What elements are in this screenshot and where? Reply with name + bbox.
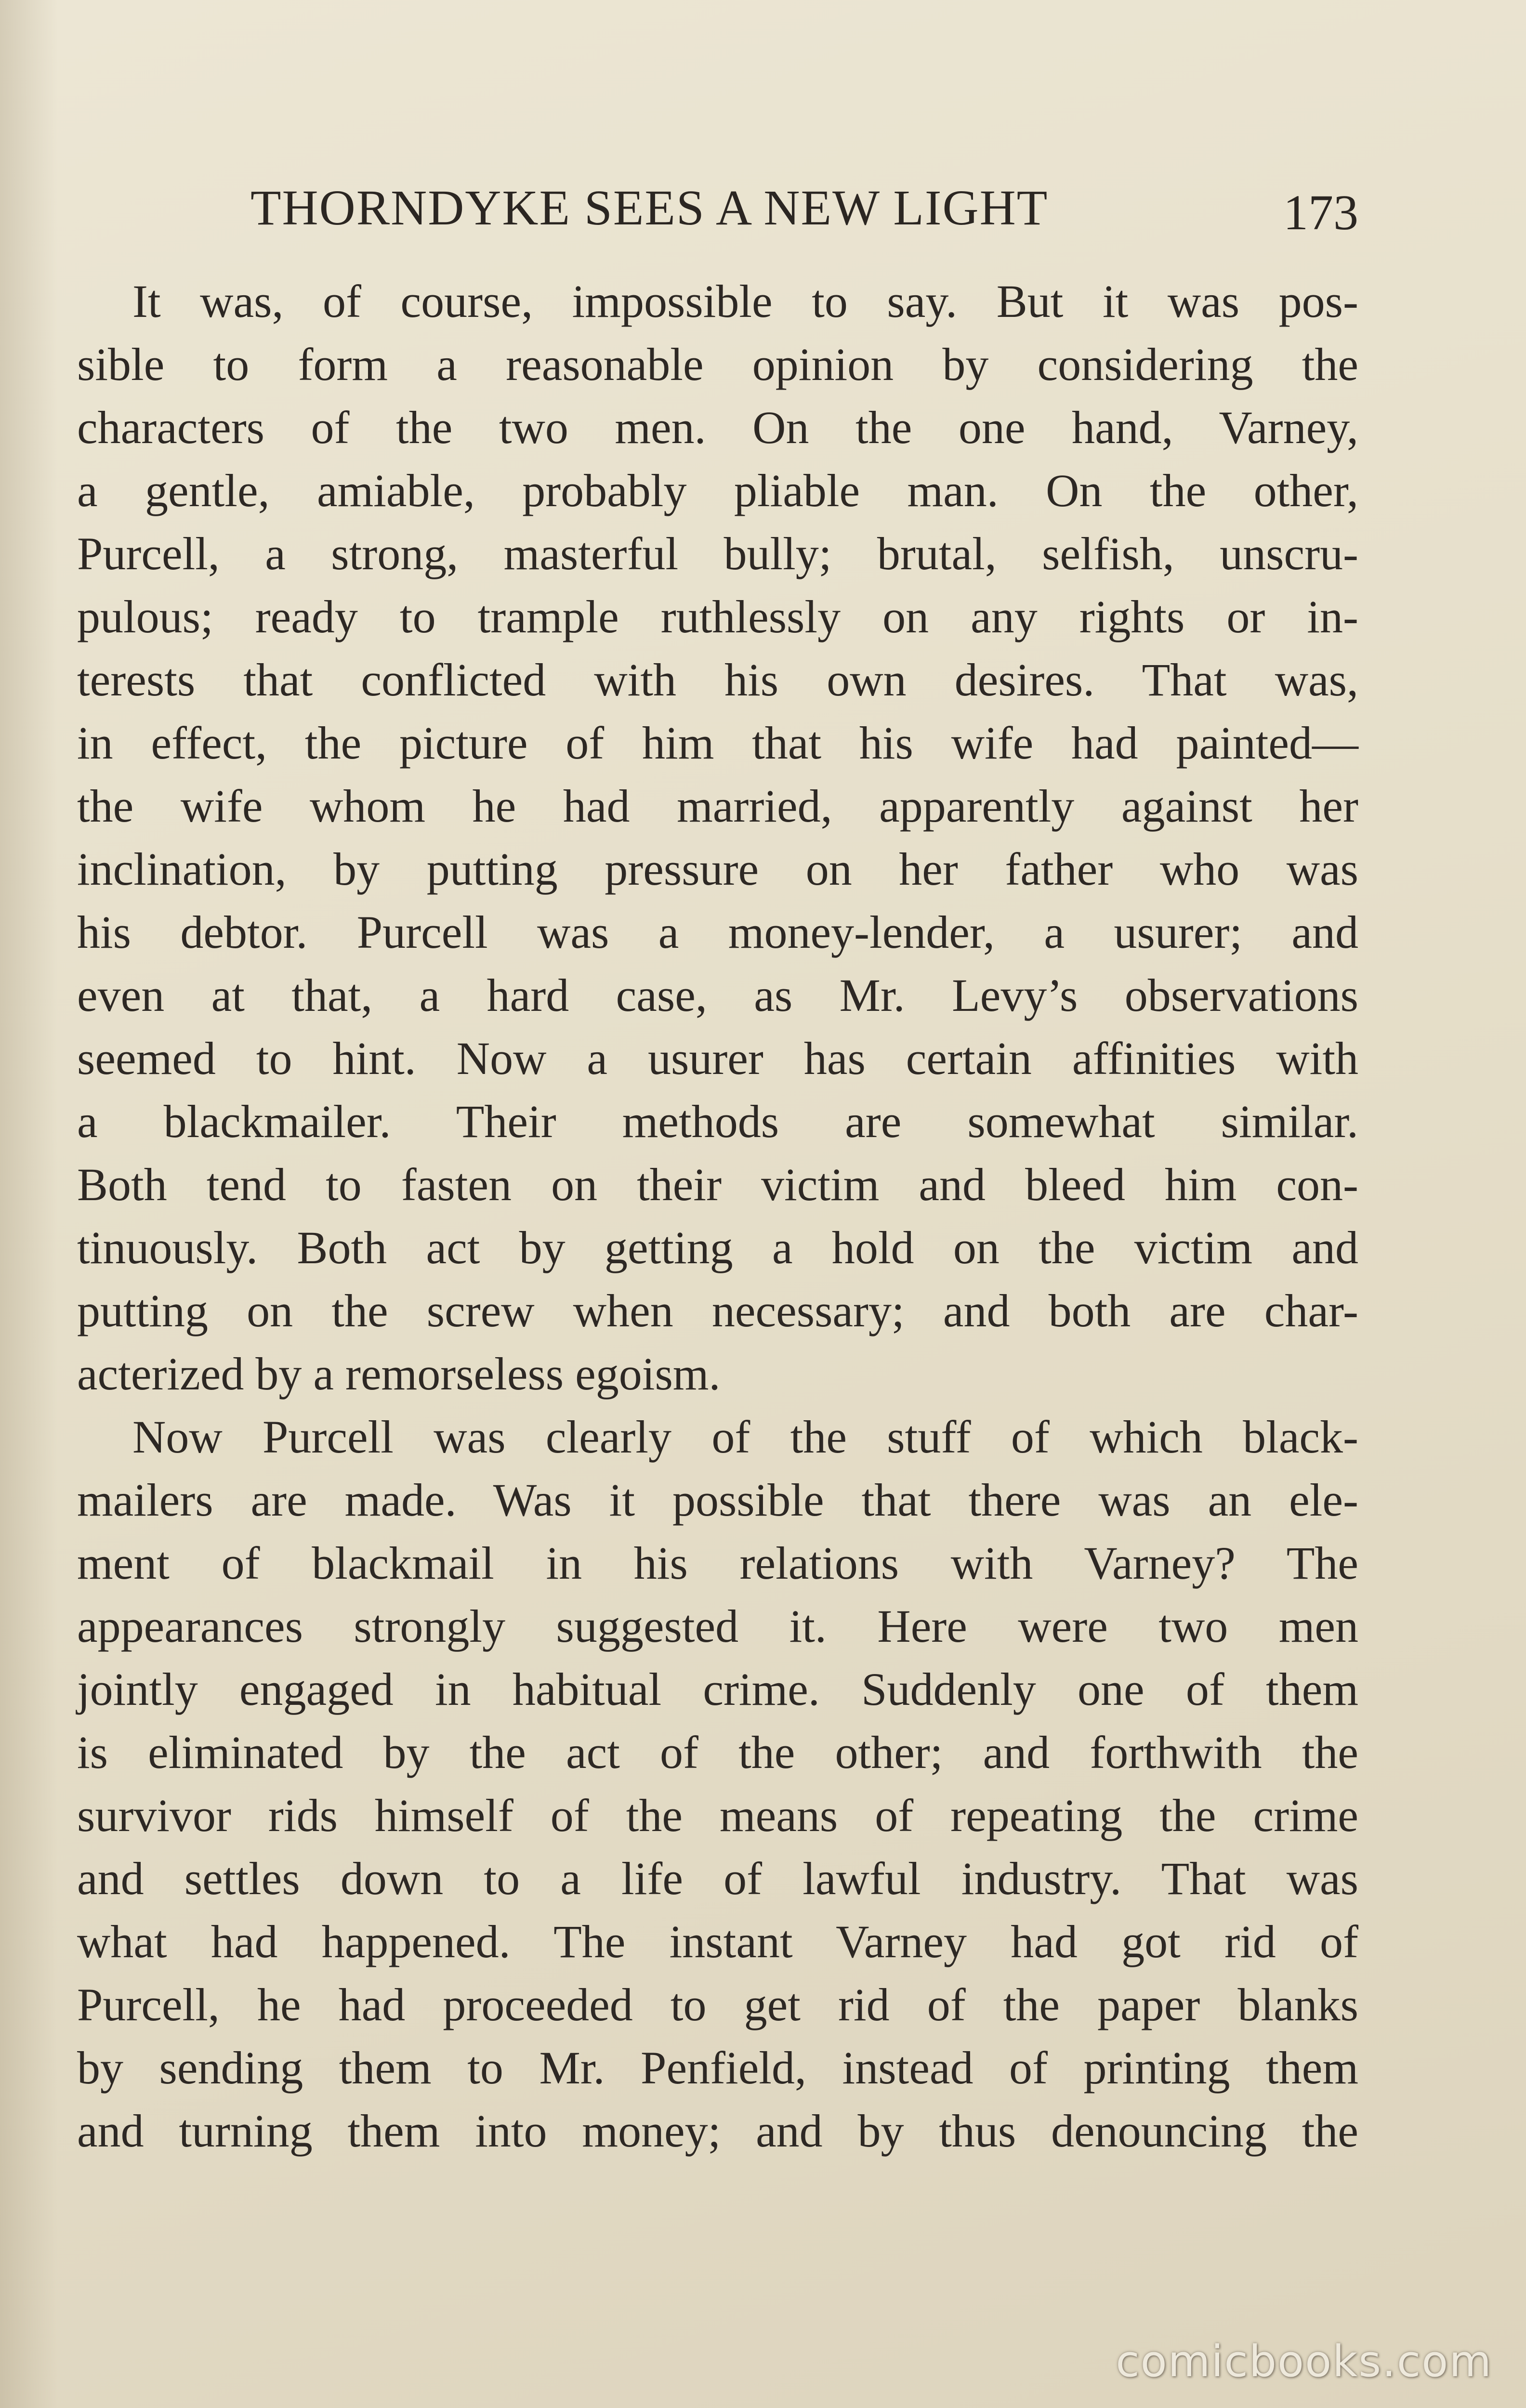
running-head (77, 173, 1358, 250)
paragraph-1 (77, 270, 1358, 1405)
text-line: tinuously. Both act by getting a hold on the victim and (77, 1222, 1358, 1273)
text-line: in effect, the picture of him that his wife had painted— (77, 717, 1358, 769)
text-line: Now Purcell was clearly of the stuff of which black- (132, 1411, 1358, 1463)
paragraph-2 (77, 1405, 1358, 2162)
text-line: inclination, by putting pressure on her father who was (77, 843, 1358, 895)
page-number: 173 (1283, 185, 1358, 240)
spine-shadow (0, 0, 58, 2408)
text-line: Both tend to fasten on their victim and bleed him con- (77, 1159, 1358, 1210)
watermark: comicbooks.com (1116, 2336, 1492, 2387)
text-line: Purcell, a strong, masterful bully; brutal, selfish, unscru- (77, 528, 1358, 579)
text-line: by sending them to Mr. Penfield, instead of printing them (77, 2042, 1358, 2094)
text-line: acterized by a remorseless egoism. (77, 1348, 721, 1400)
text-line: what had happened. The instant Varney had got rid of (77, 1916, 1358, 1967)
text-line: the wife whom he had married, apparently against her (77, 780, 1358, 832)
text-line: terests that conflicted with his own desires. That was, (77, 654, 1358, 706)
text-line: Purcell, he had proceeded to get rid of the paper blanks (77, 1979, 1358, 2030)
text-line: jointly engaged in habitual crime. Suddenly one of them (77, 1663, 1358, 1715)
text-line: appearances strongly suggested it. Here were two men (77, 1600, 1358, 1652)
text-line: ment of blackmail in his relations with Varney? The (77, 1537, 1358, 1589)
text-line: survivor rids himself of the means of repeating the crime (77, 1790, 1358, 1841)
text-line: is eliminated by the act of the other; and forthwith the (77, 1727, 1358, 1778)
text-line: sible to form a reasonable opinion by considering the (77, 339, 1358, 390)
chapter-title: THORNDYKE SEES A NEW LIGHT (250, 180, 1049, 236)
text-line: and turning them into money; and by thus denouncing the (77, 2105, 1358, 2157)
body-text (77, 270, 1358, 2162)
text-line: putting on the screw when necessary; and both are char- (77, 1285, 1358, 1336)
text-line: even at that, a hard case, as Mr. Levy’s observations (77, 969, 1358, 1021)
text-line: seemed to hint. Now a usurer has certain affinities with (77, 1033, 1358, 1084)
text-line: a blackmailer. Their methods are somewhat similar. (77, 1096, 1358, 1147)
text-line: pulous; ready to trample ruthlessly on any rights or in- (77, 591, 1358, 642)
text-line: characters of the two men. On the one hand, Varney, (77, 402, 1358, 453)
text-line: and settles down to a life of lawful industry. That was (77, 1853, 1358, 1904)
text-line: a gentle, amiable, probably pliable man. On the other, (77, 465, 1358, 516)
text-line: It was, of course, impossible to say. But it was pos- (132, 275, 1358, 327)
text-line: his debtor. Purcell was a money-lender, a usurer; and (77, 906, 1358, 958)
text-line: mailers are made. Was it possible that there was an ele- (77, 1474, 1358, 1526)
